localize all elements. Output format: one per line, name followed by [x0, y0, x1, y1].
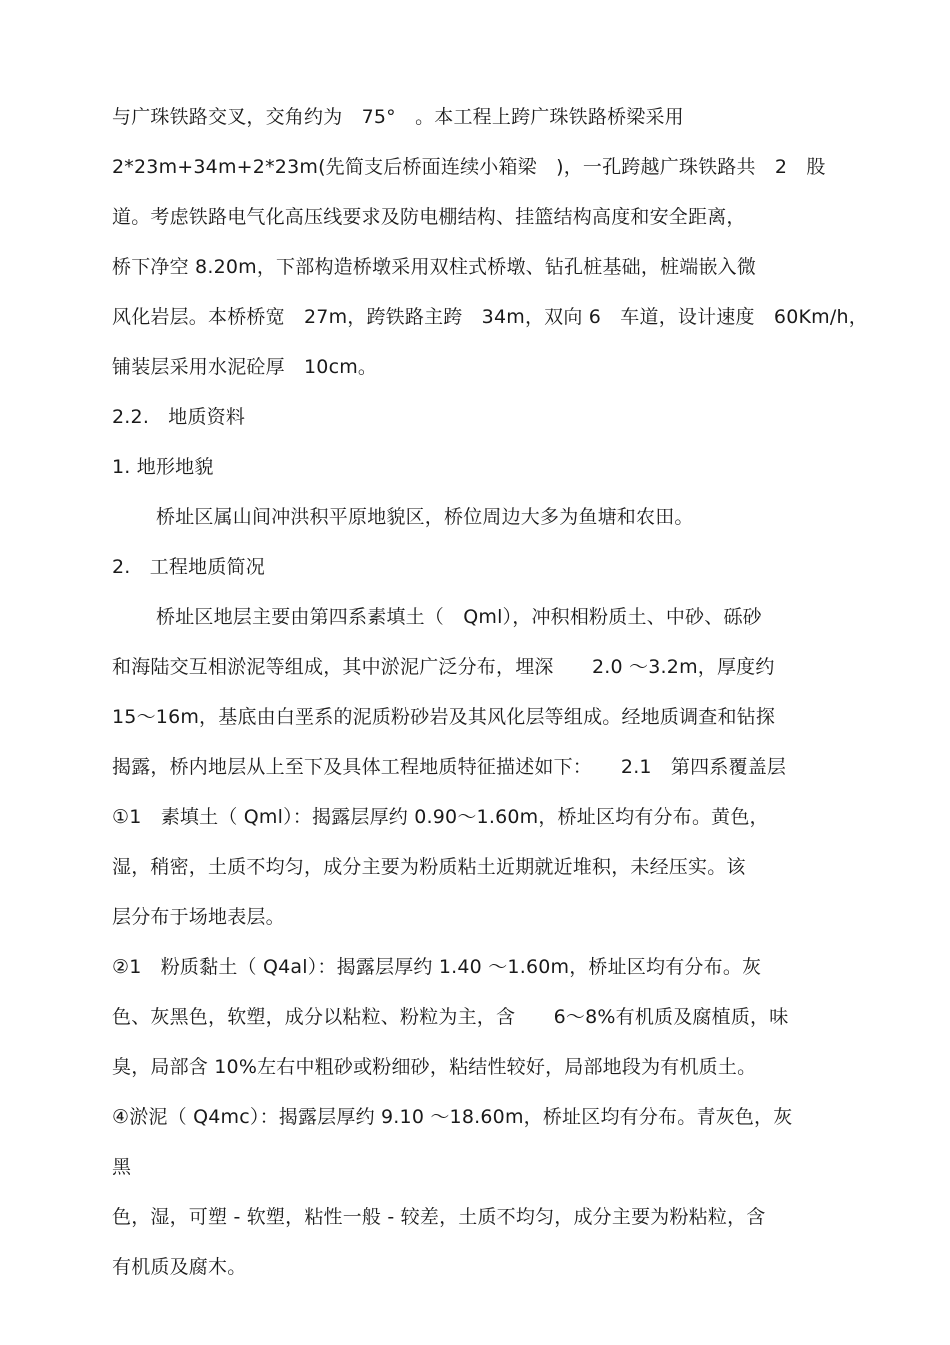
text-line: 风化岩层。本桥桥宽 27m，跨铁路主跨 34m，双向 6 车道，设计速度 60Km/h，: [112, 306, 868, 328]
text-line: ①1 素填土（ Qml）：揭露层厚约 0.90～1.60m，桥址区均有分布。黄色，: [112, 806, 769, 828]
section-heading: 2.2. 地质资料: [112, 406, 246, 428]
text-line: ②1 粉质黏土（ Q4al）：揭露层厚约 1.40 ～1.60m，桥址区均有分布。灰: [112, 956, 762, 978]
text-line: 揭露，桥内地层从上至下及具体工程地质特征描述如下： 2.1 第四系覆盖层: [112, 756, 787, 778]
text-line: 与广珠铁路交叉，交角约为 75° 。本工程上跨广珠铁路桥梁采用: [112, 106, 684, 128]
text-line: 臭，局部含 10%左右中粗砂或粉细砂，粘结性较好，局部地段为有机质土。: [112, 1056, 757, 1078]
text-line: 色、灰黑色，软塑，成分以粘粒、粉粒为主，含 6～8%有机质及腐植质，味: [112, 1006, 789, 1028]
text-line: ④淤泥（ Q4mc）：揭露层厚约 9.10 ～18.60m，桥址区均有分布。青灰色，灰: [112, 1106, 793, 1128]
text-line: 有机质及腐木。: [112, 1256, 247, 1278]
text-line: 和海陆交互相淤泥等组成，其中淤泥广泛分布，埋深 2.0 ～3.2m，厚度约: [112, 656, 775, 678]
text-line: 色，湿，可塑 - 软塑，粘性一般 - 较差，土质不均匀，成分主要为粉粘粒，含: [112, 1206, 766, 1228]
text-line: 湿，稍密，土质不均匀，成分主要为粉质粘土近期就近堆积，未经压实。该: [112, 856, 746, 878]
text-line: 桥址区地层主要由第四系素填土（ Qml），冲积相粉质土、中砂、砾砂: [156, 606, 762, 628]
text-line: 桥下净空 8.20m，下部构造桥墩采用双柱式桥墩、钻孔桩基础，桩端嵌入微: [112, 256, 757, 278]
text-line: 15～16m，基底由白垩系的泥质粉砂岩及其风化层等组成。经地质调查和钻探: [112, 706, 776, 728]
text-line: 道。考虑铁路电气化高压线要求及防电棚结构、挂篮结构高度和安全距离，: [112, 206, 746, 228]
text-line: 铺装层采用水泥砼厚 10cm。: [112, 356, 378, 378]
text-line: 层分布于场地表层。: [112, 906, 285, 928]
text-line: 黑: [112, 1156, 132, 1178]
text-line: 桥址区属山间冲洪积平原地貌区，桥位周边大多为鱼塘和农田。: [156, 506, 694, 528]
subsection-heading: 1. 地形地貌: [112, 456, 214, 478]
text-line: 2*23m+34m+2*23m(先简支后桥面连续小箱梁 )，一孔跨越广珠铁路共 2 股: [112, 156, 826, 178]
subsection-heading: 2. 工程地质简况: [112, 556, 265, 578]
